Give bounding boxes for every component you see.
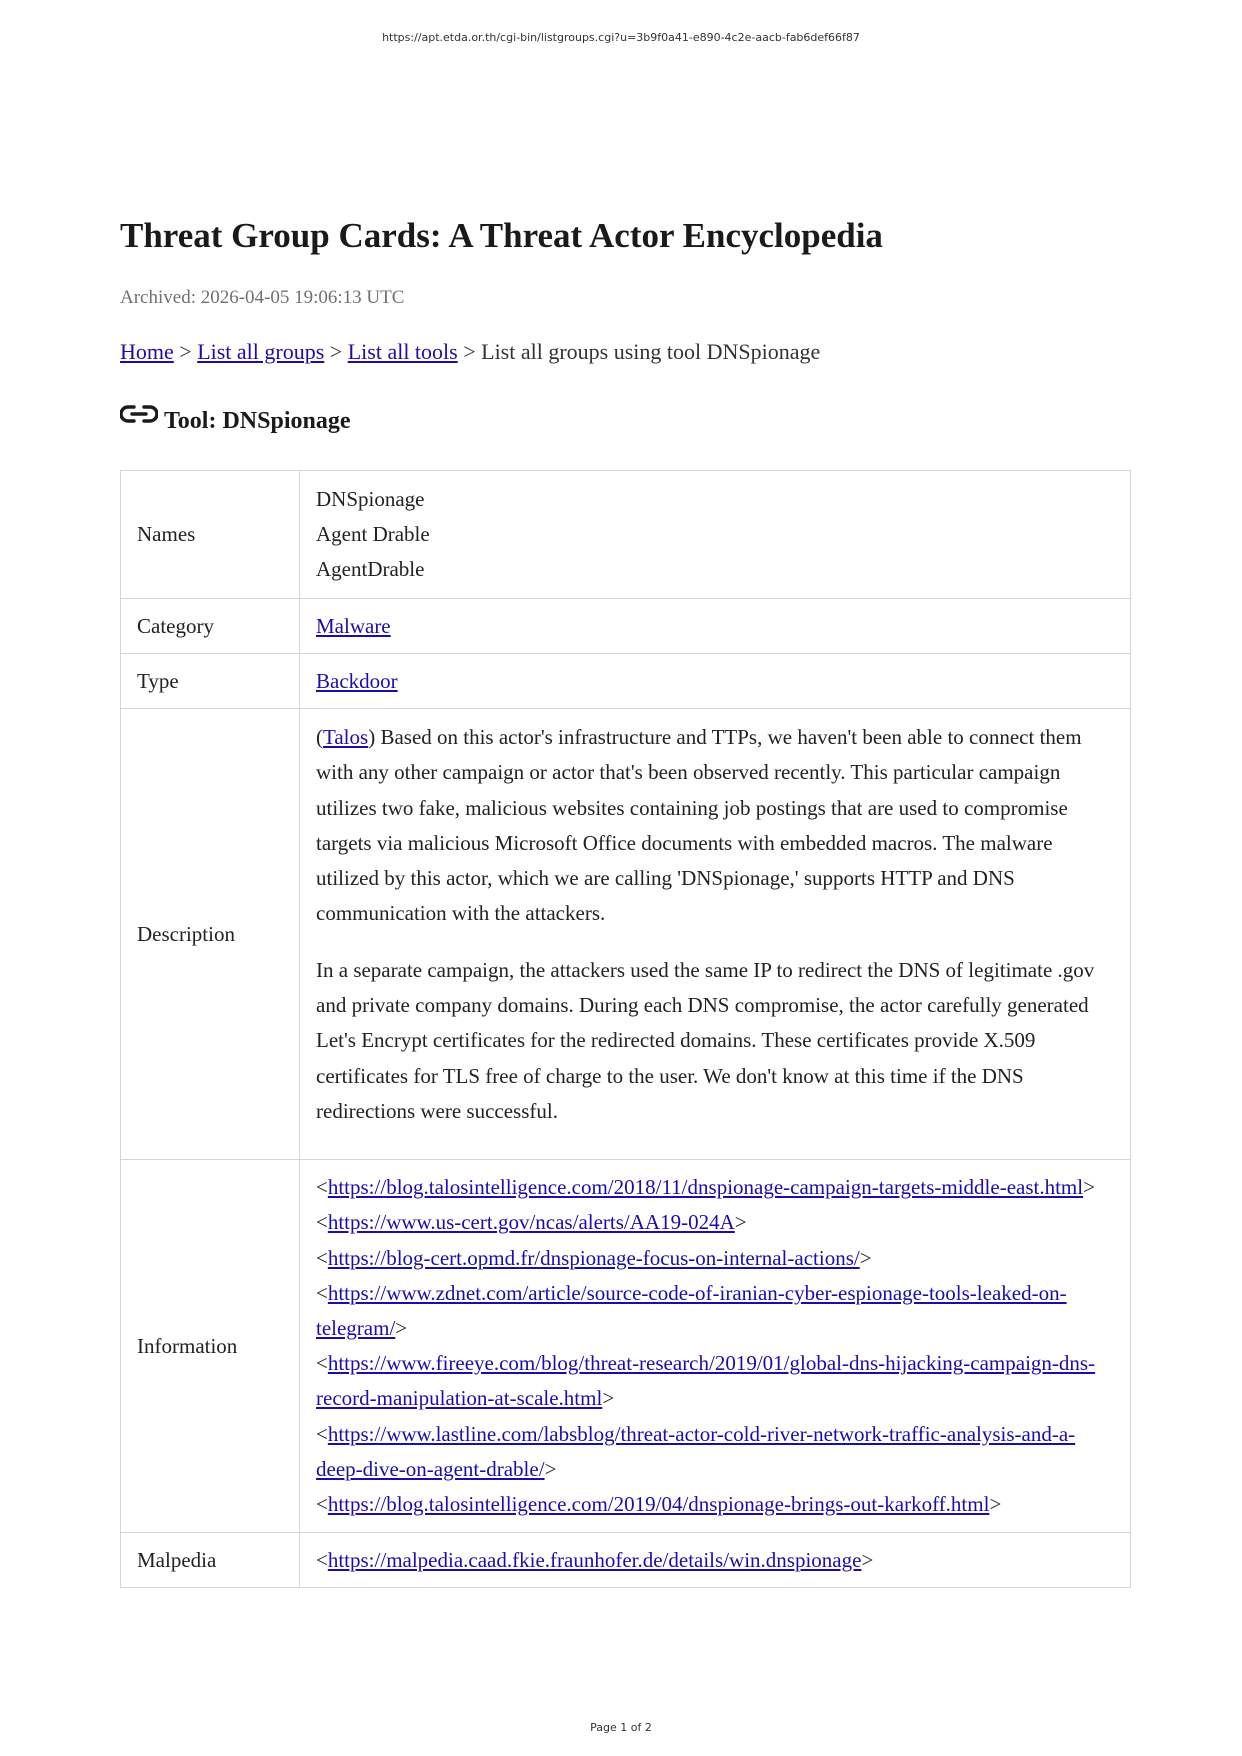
link-icon <box>120 398 158 430</box>
table-row-malpedia <box>121 1533 1131 1588</box>
breadcrumb-separator: > <box>324 339 348 364</box>
angle-bracket: > <box>859 1245 872 1270</box>
malpedia-link[interactable]: https://malpedia.caad.fkie.fraunhofer.de/details/win.dnspionage <box>327 1547 862 1572</box>
angle-bracket: > <box>989 1492 1002 1517</box>
information-label: Information <box>121 1160 300 1533</box>
angle-bracket: > <box>1083 1175 1095 1200</box>
angle-bracket: < <box>316 1175 328 1200</box>
description-label: Description <box>121 709 300 1160</box>
angle-bracket: < <box>316 1245 328 1270</box>
table-row-type <box>121 654 1131 709</box>
reference-item <box>316 1170 1114 1205</box>
malpedia-label: Malpedia <box>121 1533 300 1588</box>
page-url-header: https://apt.etda.or.th/cgi-bin/listgroups.cgi?u=3b9f0a41-e890-4c2e-aacb-fab6def66f87 <box>382 31 860 44</box>
reference-link[interactable]: https://www.zdnet.com/article/source-code-of-iranian-cyber-espionage-tools-leaked-on-telegram/ <box>316 1280 1067 1341</box>
names-label: Names <box>121 471 300 599</box>
angle-bracket: > <box>602 1386 615 1411</box>
angle-bracket: < <box>316 1547 328 1572</box>
archived-timestamp: Archived: 2026-04-05 19:06:13 UTC <box>120 287 405 308</box>
reference-link[interactable]: https://blog.talosintelligence.com/2018/11/dnspionage-campaign-targets-middle-east.html <box>327 1175 1084 1200</box>
description-text: ) Based on this actor's infrastructure and TTPs, we haven't been able to connect them with any other campaign or actor that's been observed recently. This particular campaign utilizes two fake, malicious websites containing job postings that are used to compromise targets via malicious Microsoft Office documents with embedded macros. The malware utilized by this actor, which we are calling 'DNSpionage,' supports HTTP and DNS communication with the attackers. <box>316 725 1082 926</box>
tool-name: Agent Drable <box>316 522 430 546</box>
type-label: Type <box>121 654 300 709</box>
breadcrumb-list-tools-link[interactable]: List all tools <box>347 339 458 364</box>
malpedia-value <box>300 1533 1131 1588</box>
category-link[interactable]: Malware <box>316 613 391 638</box>
information-value <box>300 1160 1131 1533</box>
breadcrumb-separator: > <box>173 339 198 364</box>
table-row-description <box>121 709 1131 1160</box>
angle-bracket: < <box>316 1421 328 1446</box>
description-value <box>300 709 1131 1160</box>
category-label: Category <box>121 599 300 654</box>
breadcrumb-current: > List all groups using tool DNSpionage <box>457 339 821 364</box>
breadcrumb-list-groups-link[interactable]: List all groups <box>197 339 325 364</box>
description-paragraph <box>316 720 1114 932</box>
reference-item <box>316 1241 1114 1276</box>
talos-source-link[interactable]: Talos <box>323 725 369 749</box>
description-paren: ( <box>316 725 323 749</box>
tool-name: DNSpionage <box>316 487 425 511</box>
reference-link[interactable]: https://www.fireeye.com/blog/threat-research/2019/01/global-dns-hijacking-campaign-dns-record-manipulation-at-scale.html <box>316 1351 1096 1411</box>
reference-item <box>316 1487 1114 1522</box>
reference-link[interactable]: https://blog-cert.opmd.fr/dnspionage-focus-on-internal-actions/ <box>327 1245 860 1270</box>
reference-item <box>316 1417 1114 1487</box>
type-link[interactable]: Backdoor <box>316 668 398 693</box>
reference-item <box>316 1276 1114 1346</box>
category-value <box>300 599 1131 654</box>
reference-link[interactable]: https://www.us-cert.gov/ncas/alerts/AA19-024A <box>327 1210 735 1235</box>
type-value <box>300 654 1131 709</box>
description-paragraph: In a separate campaign, the attackers used the same IP to redirect the DNS of legitimate .gov and private company domains. During each DNS compromise, the actor carefully generated Let's Encrypt certificates for the redirected domains. These certificates provide X.509 certificates for TLS free of charge to the user. We don't know at this time if the DNS redirections were successful. <box>316 957 1095 1123</box>
angle-bracket: < <box>316 1351 328 1376</box>
table-row-category <box>121 599 1131 654</box>
angle-bracket: > <box>734 1210 747 1235</box>
reference-link[interactable]: https://www.lastline.com/labsblog/threat-actor-cold-river-network-traffic-analysis-and-a-deep-dive-on-agent-drable/ <box>316 1421 1076 1481</box>
breadcrumb-home-link[interactable]: Home <box>120 339 174 364</box>
angle-bracket: > <box>861 1547 874 1572</box>
angle-bracket: > <box>544 1456 557 1481</box>
tool-details-table <box>120 470 1131 1588</box>
tool-name: AgentDrable <box>316 557 425 581</box>
names-value <box>300 471 1131 599</box>
angle-bracket: < <box>316 1280 328 1305</box>
reference-item <box>316 1205 1114 1240</box>
tool-heading <box>120 401 351 441</box>
table-row-names <box>121 471 1131 599</box>
angle-bracket: > <box>395 1316 408 1341</box>
tool-title: Tool: DNSpionage <box>164 407 351 434</box>
angle-bracket: < <box>316 1492 328 1517</box>
angle-bracket: < <box>316 1210 328 1235</box>
table-row-information <box>121 1160 1131 1533</box>
reference-item <box>316 1346 1114 1416</box>
reference-link[interactable]: https://blog.talosintelligence.com/2019/04/dnspionage-brings-out-karkoff.html <box>327 1492 990 1517</box>
page-number: Page 1 of 2 <box>590 1721 652 1734</box>
page-title: Threat Group Cards: A Threat Actor Encyclopedia <box>120 216 883 255</box>
breadcrumb <box>120 339 820 365</box>
